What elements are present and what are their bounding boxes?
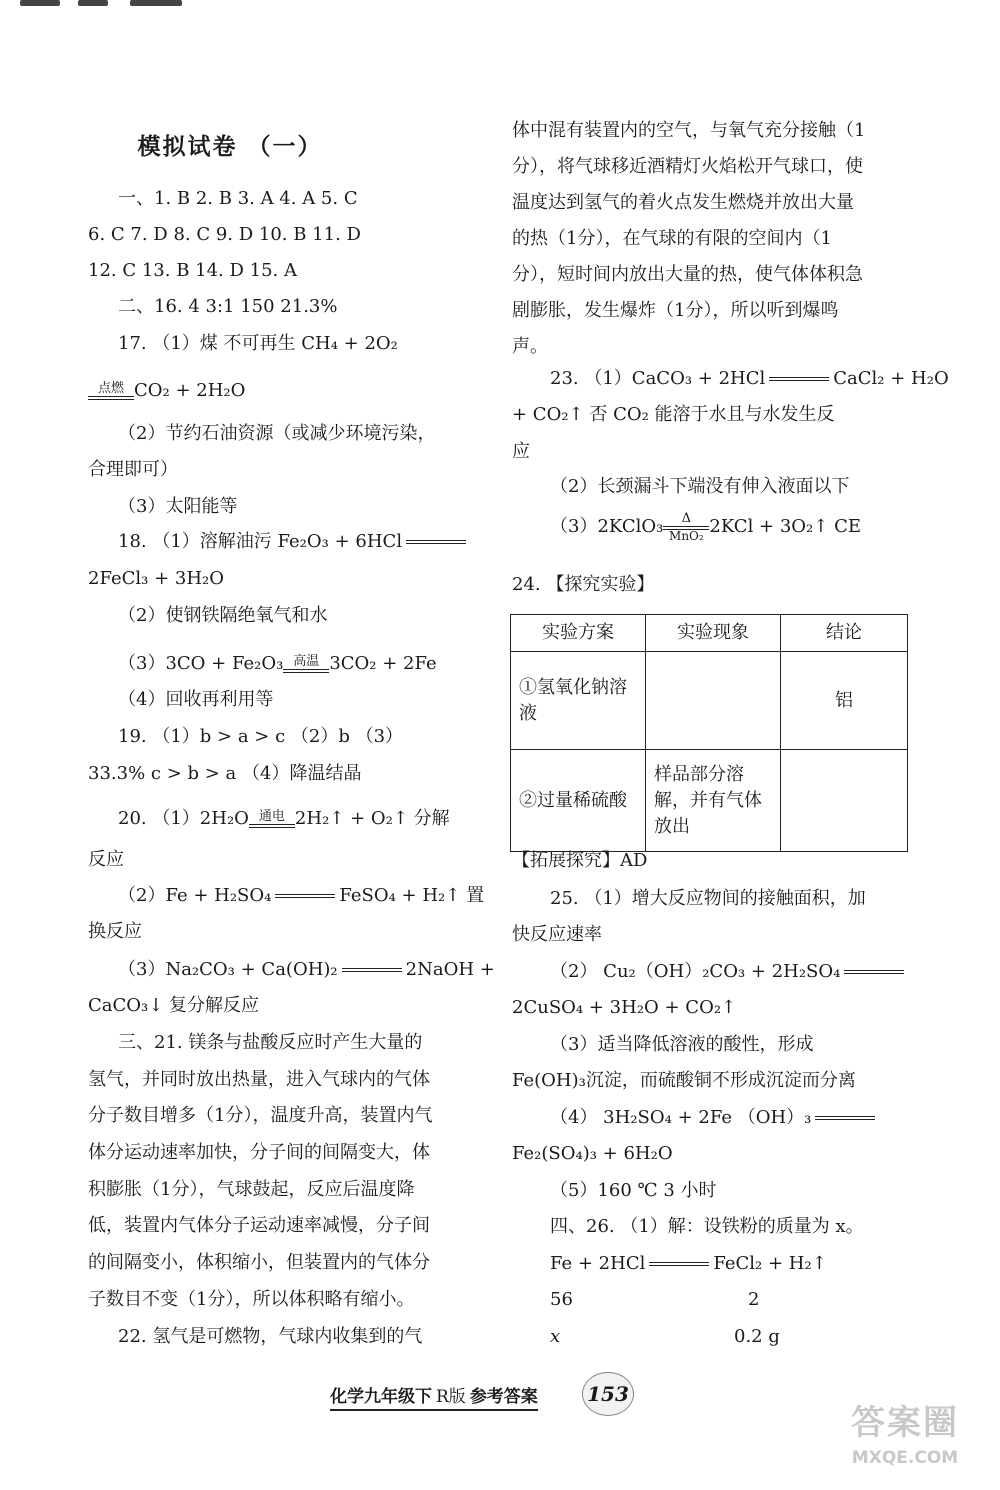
- answer-line: （3）3CO + Fe₂O₃ 高温 3CO₂ + 2Fe: [118, 653, 437, 674]
- answer-line: 的间隔变小，体积缩小，但装置内的气体分: [88, 1252, 430, 1273]
- table-cell: [646, 652, 781, 750]
- table-header-row: [511, 615, 908, 652]
- answer-line: （2） Cu₂（OH）₂CO₃ + 2H₂SO₄: [550, 953, 908, 990]
- equals-sign: [406, 540, 466, 544]
- table-cell: [781, 750, 908, 852]
- answer-line: 17. （1）煤 不可再生 CH₄ + 2O₂: [118, 333, 398, 354]
- answer-line: 体分运动速率加快，分子间的间隔变大，体: [88, 1142, 430, 1163]
- answer-line: 33.3% c > b > a （4）降温结晶: [88, 763, 362, 784]
- answer-line: 积膨胀（1分），气球鼓起，反应后温度降: [88, 1179, 415, 1200]
- answer-line: 24. 【探究实验】: [512, 574, 655, 595]
- reaction-arrow: 通电: [249, 810, 295, 828]
- answer-line: 2FeCl₃ + 3H₂O: [88, 568, 225, 589]
- answer-line: 分），短时间内放出大量的热，使气体体积急: [512, 264, 863, 285]
- answer-line: 6. C 7. D 8. C 9. D 10. B 11. D: [88, 224, 361, 245]
- reaction-arrow: Δ MnO₂: [663, 512, 709, 543]
- answer-line: CaCO₃↓ 复分解反应: [88, 995, 260, 1016]
- experiment-table: [510, 614, 908, 852]
- top-edge-mark: [20, 0, 200, 10]
- equals-sign: [815, 1116, 875, 1120]
- answer-line: 【拓展探究】AD: [512, 850, 648, 871]
- equals-sign: [342, 968, 402, 972]
- answer-line: 0.2 g: [734, 1326, 780, 1347]
- answer-line: 声。: [512, 336, 548, 357]
- answer-line: 应: [512, 441, 530, 462]
- answer-line: 四、26. （1）解：设铁粉的质量为 x。: [550, 1216, 864, 1237]
- answer-line: （2）节约石油资源（或减少环境污染，: [118, 423, 436, 444]
- page-title: 模拟试卷 （一）: [137, 134, 323, 160]
- answer-line: 快反应速率: [512, 924, 602, 945]
- answer-line: （3）太阳能等: [118, 496, 238, 517]
- answer-line: 19. （1）b > a > c （2）b （3）: [118, 726, 404, 747]
- answer-line: 25. （1）增大反应物间的接触面积，加: [550, 888, 866, 909]
- table-header: 结论: [781, 615, 908, 652]
- table-cell: ②过量稀硫酸: [511, 750, 646, 852]
- equals-sign: [844, 970, 904, 974]
- answer-line: 20. （1）2H₂O 通电 2H₂↑ + O₂↑ 分解: [118, 808, 450, 829]
- answer-line: 反应: [88, 849, 124, 870]
- answer-line: x: [550, 1326, 561, 1347]
- answer-line: 2CuSO₄ + 3H₂O + CO₂↑: [512, 997, 737, 1018]
- answer-line: （4） 3H₂SO₄ + 2Fe （OH）₃: [550, 1099, 879, 1136]
- answer-line: 三、21. 镁条与盐酸反应时产生大量的: [118, 1032, 423, 1053]
- answer-line: 的热（1分），在气球的有限的空间内（1: [512, 228, 832, 249]
- answer-line: （5）160 ℃ 3 小时: [550, 1180, 717, 1201]
- equals-sign: [649, 1262, 709, 1266]
- answer-line: 点燃 CO₂ + 2H₂O: [88, 372, 245, 409]
- answer-line: Fe(OH)₃沉淀，而硫酸铜不形成沉淀而分离: [512, 1070, 856, 1091]
- answer-line: （3）Na₂CO₃ + Ca(OH)₂ 2NaOH +: [118, 959, 495, 980]
- answer-line: Fe + 2HCl FeCl₂ + H₂↑: [550, 1253, 827, 1274]
- answer-line: 12. C 13. B 14. D 15. A: [88, 260, 297, 281]
- watermark-logo: 答案圈 MXQE.COM: [851, 1403, 959, 1468]
- answer-line: 二、16. 4 3:1 150 21.3%: [118, 296, 338, 317]
- answer-line: 合理即可）: [88, 459, 178, 480]
- answer-line: （2）Fe + H₂SO₄ FeSO₄ + H₂↑ 置: [118, 885, 485, 906]
- equals-sign: [275, 894, 335, 898]
- answer-line: 18. （1）溶解油污 Fe₂O₃ + 6HCl: [118, 523, 470, 560]
- answer-line: （2）长颈漏斗下端没有伸入液面以下: [550, 476, 850, 497]
- table-row: [511, 750, 908, 852]
- page-number: 153: [582, 1372, 634, 1416]
- table-row: [511, 652, 908, 750]
- answer-line: 23. （1）CaCO₃ + 2HCl CaCl₂ + H₂O: [550, 368, 949, 389]
- reaction-arrow: 高温: [283, 655, 329, 673]
- reaction-arrow: 点燃: [88, 382, 134, 400]
- answer-line: 分子数目增多（1分），温度升高，装置内气: [88, 1105, 433, 1126]
- answer-line: 换反应: [88, 921, 142, 942]
- answer-line: Fe₂(SO₄)₃ + 6H₂O: [512, 1143, 673, 1164]
- table-header: 实验方案: [511, 615, 646, 652]
- answer-line: 低，装置内气体分子运动速率减慢，分子间: [88, 1215, 430, 1236]
- answer-line: （2）使钢铁隔绝氧气和水: [118, 605, 328, 626]
- table-cell: ①氢氧化钠溶液: [511, 652, 646, 750]
- table-header: 实验现象: [646, 615, 781, 652]
- answer-line: 2: [748, 1289, 760, 1310]
- equals-sign: [769, 377, 829, 381]
- answer-line: （4）回收再利用等: [118, 689, 274, 710]
- answer-line: 体中混有装置内的空气，与氧气充分接触（1: [512, 120, 866, 141]
- answer-line: + CO₂↑ 否 CO₂ 能溶于水且与水发生反: [512, 404, 835, 425]
- answer-line: 56: [550, 1289, 573, 1310]
- footer-label: 化学九年级下 R版 参考答案: [330, 1382, 538, 1411]
- table-cell: 样品部分溶解，并有气体放出: [646, 750, 781, 852]
- answer-line: 子数目不变（1分），所以体积略有缩小。: [88, 1289, 415, 1310]
- answer-line: 一、1. B 2. B 3. A 4. A 5. C: [118, 188, 358, 209]
- answer-line: 剧膨胀，发生爆炸（1分），所以听到爆鸣: [512, 300, 839, 321]
- answer-line: 温度达到氢气的着火点发生燃烧并放出大量: [512, 192, 854, 213]
- answer-line: （3）适当降低溶液的酸性，形成: [550, 1034, 814, 1055]
- answer-line: 氢气，并同时放出热量，进入气球内的气体: [88, 1069, 430, 1090]
- table-cell: 铝: [781, 652, 908, 750]
- answer-line: 22. 氢气是可燃物，气球内收集到的气: [118, 1326, 423, 1347]
- answer-line: （3）2KClO₃ Δ MnO₂ 2KCl + 3O₂↑ CE: [550, 510, 861, 543]
- page-footer: [330, 1372, 630, 1422]
- answer-line: 分），将气球移近酒精灯火焰松开气球口，使: [512, 156, 863, 177]
